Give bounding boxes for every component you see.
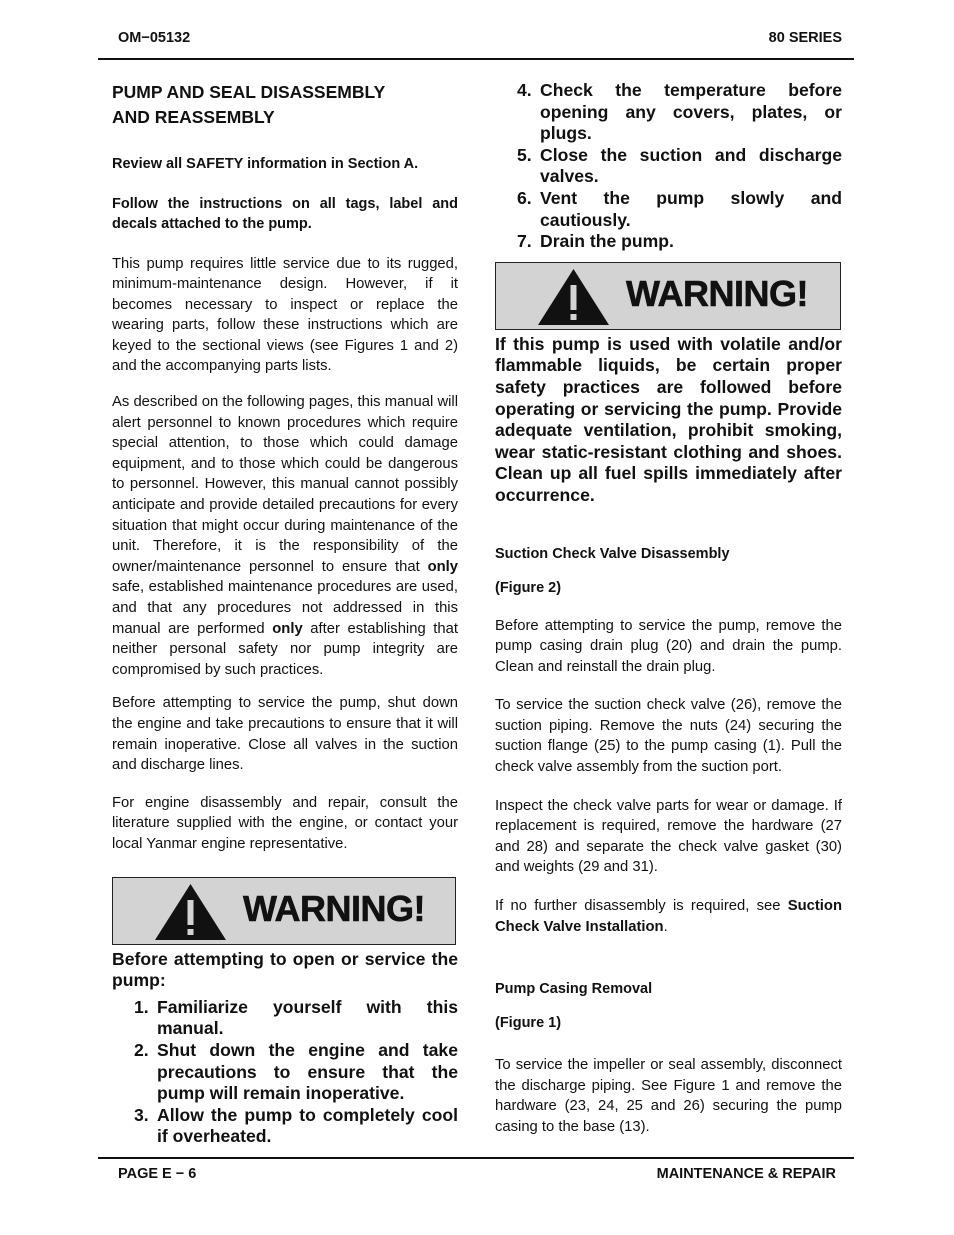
safety-review-note: Review all SAFETY information in Section A. [112,156,419,172]
left-column [112,80,458,1148]
precaution-steps-left [112,997,458,1148]
responsibility-text-c: after establishing that neither personal safety nor pump integrity are compromised by such practices. [112,620,458,678]
precaution-step [112,1040,458,1105]
flammable-warning-text: If this pump is used with volatile and/or flammable liquids, be certain proper safety practices are followed before operating or servicing the pump. Provide adequate ventilation, prohibit smoking, wear static-resistant clothing and shoes. Clean up all fuel spills immediately after occurrence. [495,333,842,505]
warning-label-right: WARNING! [626,272,808,314]
step-number: 2. [134,1039,149,1060]
precaution-step [495,145,842,188]
precaution-step [495,80,842,145]
reference-text-a: If no further disassembly is required, see [495,898,788,915]
shutdown-paragraph: Before attempting to service the pump, shut down the engine and take precautions to ensure that it will remain inoperative. Close all valves in the suction and discharge lines. [112,695,458,774]
precaution-step [495,231,842,253]
precaution-step [112,1105,458,1148]
section-name: MAINTENANCE & REPAIR [656,1166,836,1182]
step-text: Drain the pump. [540,231,674,252]
reference-text-c: . [663,918,668,935]
step-text: Close the suction and discharge valves. [540,144,842,187]
step-number: 6. [517,187,532,208]
warning-triangle-icon [536,267,611,327]
step-text: Vent the pump slowly and cautiously. [540,187,842,230]
suction-figure-reference: (Figure 2) [495,579,562,596]
document-number: OM−05132 [118,30,191,46]
only-emphasis-1: only [427,558,458,575]
step-text: Shut down the engine and take precautions to ensure that the pump will remain inoperative. [157,1039,458,1104]
inspect-parts-paragraph: Inspect the check valve parts for wear or damage. If replacement is required, remove the hardware (27 and 28) and separate the check valve gasket (30) and weights (29 and 31). [495,797,842,876]
step-number: 3. [134,1104,149,1125]
right-column [495,80,842,1138]
installation-reference: Suction Check Valve Installation [495,898,842,935]
warning-label-left: WARNING! [243,887,425,929]
no-further-disassembly-paragraph [495,896,842,937]
step-text: Familiarize yourself with this manual. [157,996,458,1039]
page-number: PAGE E − 6 [118,1166,197,1182]
series-label: 80 SERIES [768,30,842,46]
precaution-step [112,997,458,1040]
suction-service-paragraph: To service the suction check valve (26), remove the suction piping. Remove the nuts (24) securing the suction flange (25) to the pump casing (1). Pull the check valve assembly from the suction port. [495,697,842,776]
section-title-line1: PUMP AND SEAL DISASSEMBLY [112,82,386,102]
responsibility-text-b: safe, established maintenance procedures are used, and that any procedures not addressed in this manual are performed [112,579,458,637]
warning-banner-right [495,262,841,330]
warning-banner-left [112,877,456,945]
only-emphasis-2: only [272,620,303,637]
precaution-step [495,188,842,231]
responsibility-text-a: As described on the following pages, this manual will alert personnel to known procedures which require special attention, to those which could damage equipment, and to those which could be dangerous to personnel. However, this manual cannot possibly anticipate and provide detailed precautions for every situation that might occur during maintenance of the unit. Therefore, it is the responsibility of the owner/maintenance personnel to ensure that [112,394,458,575]
step-text: Check the temperature before opening any covers, plates, or plugs. [540,80,842,144]
casing-removal-paragraph: To service the impeller or seal assembly, disconnect the discharge piping. See Figure 1 and remove the hardware (23, 24, 25 and 26) securing the pump casing to the base (13). [495,1057,842,1135]
drain-paragraph: Before attempting to service the pump, remove the pump casing drain plug (20) and drain the pump. Clean and reinstall the drain plug. [495,617,842,675]
engine-literature-paragraph: For engine disassembly and repair, consult the literature supplied with the engine, or contact your local Yanmar engine representative. [112,794,458,852]
suction-check-valve-heading: Suction Check Valve Disassembly [495,545,730,562]
footer-rule [98,1157,854,1159]
tags-instructions-note: Follow the instructions on all tags, label and decals attached to the pump. [112,195,458,232]
step-number: 4. [517,80,532,100]
step-number: 7. [517,231,532,252]
step-text: Allow the pump to completely cool if overheated. [157,1104,458,1147]
precaution-steps-right [495,80,842,253]
step-number: 5. [517,144,532,165]
warning-triangle-icon [153,882,228,942]
casing-figure-reference: (Figure 1) [495,1015,562,1032]
intro-paragraph: This pump requires little service due to its rugged, minimum-maintenance design. However, if it becomes necessary to inspect or replace the wearing parts, follow these instructions which are keyed to the sectional views (see Figures 1 and 2) and the accompanying parts lists. [112,255,458,375]
responsibility-paragraph [112,392,458,680]
step-number: 1. [134,996,149,1017]
header-rule [98,58,854,60]
pump-casing-removal-heading: Pump Casing Removal [495,981,653,998]
warning-lead-text: Before attempting to open or service the pump: [112,948,458,991]
section-title-line2: AND REASSEMBLY [112,107,275,127]
